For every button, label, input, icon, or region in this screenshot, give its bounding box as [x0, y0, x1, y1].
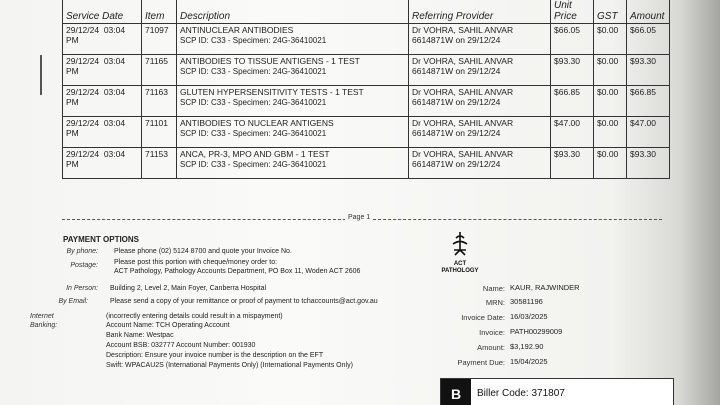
banking-bsb: Account BSB: 032777 Account Number: 001930 [106, 342, 256, 349]
row-gst: $0.00 [594, 55, 627, 86]
row-unit-price: $47.00 [551, 117, 594, 148]
payment-options-heading: PAYMENT OPTIONS [63, 235, 140, 244]
logo-line-2: PATHOLOGY [441, 268, 479, 274]
page-number: Page 1 [345, 214, 373, 221]
name-label: Name: [482, 284, 505, 293]
table-row [63, 86, 670, 117]
table-row [63, 24, 670, 55]
bpay-icon: B [441, 379, 471, 405]
invoice-number: PATH00299009 [510, 327, 563, 336]
table-row [63, 117, 670, 148]
in-person-text: Building 2, Level 2, Main Foyer, Canberra Hospital [110, 285, 267, 292]
row-unit-price: $93.30 [551, 55, 594, 86]
page-shadow [680, 0, 720, 405]
row-item: 71163 [142, 86, 177, 117]
logo-line-1: ACT [453, 261, 467, 267]
pathology-emblem-icon [445, 230, 475, 256]
invoice-date-label: Invoice Date: [461, 313, 505, 322]
row-referring: Dr VOHRA, SAHIL ANVAR 6614871W on 29/12/24 [409, 55, 551, 86]
row-unit-price: $66.85 [551, 86, 594, 117]
row-item: 71153 [142, 148, 177, 179]
amount-label: Amount: [477, 343, 505, 352]
row-description: GLUTEN HYPERSENSITIVITY TESTS - 1 TEST SCP ID: C33 - Specimen: 24G-36410021 [177, 86, 409, 117]
banking-description: Description: Ensure your invoice number is the description on the EFT [106, 352, 324, 359]
banking-label: Banking: [30, 322, 58, 329]
row-description: ANTIBODIES TO TISSUE ANTIGENS - 1 TEST SCP ID: C33 - Specimen: 24G-36410021 [177, 55, 409, 86]
row-date: 29/12/24 03:04 PM [63, 148, 142, 179]
row-referring: Dr VOHRA, SAHIL ANVAR 6614871W on 29/12/24 [409, 24, 551, 55]
postage-line-1: Please post this portion with cheque/money order to: [114, 259, 278, 266]
mrn-value: 30581196 [510, 297, 543, 306]
banking-bank-name: Bank Name: Westpac [106, 332, 174, 339]
col-gst: GST [594, 0, 627, 24]
row-amount: $47.00 [627, 117, 670, 148]
col-item: Item [142, 0, 177, 24]
row-date: 29/12/24 03:04 PM [63, 86, 142, 117]
row-item: 71101 [142, 117, 177, 148]
by-email-label: By Email: [58, 298, 88, 305]
bpay-biller-box [440, 378, 674, 405]
row-amount: $93.30 [627, 148, 670, 179]
banking-swift: Swift: WPACAU2S (International Payments Only) (International Payments Only) [106, 362, 353, 369]
row-referring: Dr VOHRA, SAHIL ANVAR 6614871W on 29/12/24 [409, 117, 551, 148]
col-service-date: Service Date [63, 0, 142, 24]
row-gst: $0.00 [594, 117, 627, 148]
payment-due-label: Payment Due: [457, 358, 505, 367]
row-item: 71165 [142, 55, 177, 86]
col-unit-price: Unit Price [551, 0, 594, 24]
by-email-text: Please send a copy of your remittance or proof of payment to tchaccounts@act.gov.au [110, 298, 378, 305]
row-gst: $0.00 [594, 86, 627, 117]
perforation-mark [40, 55, 42, 95]
table-header-row [63, 0, 670, 24]
mrn-label: MRN: [485, 298, 505, 307]
col-description: Description [177, 0, 409, 24]
row-date: 29/12/24 03:04 PM [63, 24, 142, 55]
postage-line-2: ACT Pathology, Pathology Accounts Department, PO Box 11, Woden ACT 2606 [114, 268, 361, 275]
row-gst: $0.00 [594, 24, 627, 55]
biller-code: Biller Code: 371807 [477, 388, 565, 399]
invoice-label: Invoice: [479, 328, 505, 337]
banking-warning: (incorrectly entering details could result in a mispayment) [106, 313, 283, 320]
row-description: ANTINUCLEAR ANTIBODIES SCP ID: C33 - Specimen: 24G-36410021 [177, 24, 409, 55]
by-phone-label: By phone: [66, 248, 98, 255]
row-unit-price: $93.30 [551, 148, 594, 179]
patient-name: KAUR, RAJWINDER [510, 283, 580, 292]
payment-due-value: 15/04/2025 [510, 357, 548, 366]
row-description: ANTIBODIES TO NUCLEAR ANTIGENS SCP ID: C33 - Specimen: 24G-36410021 [177, 117, 409, 148]
row-amount: $66.05 [627, 24, 670, 55]
amount-value: $3,192.90 [510, 342, 544, 351]
row-date: 29/12/24 03:04 PM [63, 117, 142, 148]
table-row [63, 55, 670, 86]
row-amount: $66.85 [627, 86, 670, 117]
row-unit-price: $66.05 [551, 24, 594, 55]
by-phone-text: Please phone (02) 5124 8700 and quote your Invoice No. [114, 248, 292, 255]
row-referring: Dr VOHRA, SAHIL ANVAR 6614871W on 29/12/24 [409, 86, 551, 117]
row-item: 71097 [142, 24, 177, 55]
row-amount: $93.30 [627, 55, 670, 86]
invoice-date-value: 16/03/2025 [510, 312, 548, 321]
col-referring-provider: Referring Provider [409, 0, 551, 24]
row-gst: $0.00 [594, 148, 627, 179]
postage-label: Postage: [70, 262, 98, 269]
row-referring: Dr VOHRA, SAHIL ANVAR 6614871W on 29/12/24 [409, 148, 551, 179]
act-pathology-logo [435, 230, 485, 275]
row-date: 29/12/24 03:04 PM [63, 55, 142, 86]
invoice-items-table [62, 0, 670, 179]
banking-account-name: Account Name: TCH Operating Account [106, 322, 230, 329]
col-amount: Amount [627, 0, 670, 24]
row-description: ANCA, PR-3, MPO AND GBM - 1 TEST SCP ID: C33 - Specimen: 24G-36410021 [177, 148, 409, 179]
table-row [63, 148, 670, 179]
internet-label: Internet [30, 313, 54, 320]
in-person-label: In Person: [66, 285, 98, 292]
